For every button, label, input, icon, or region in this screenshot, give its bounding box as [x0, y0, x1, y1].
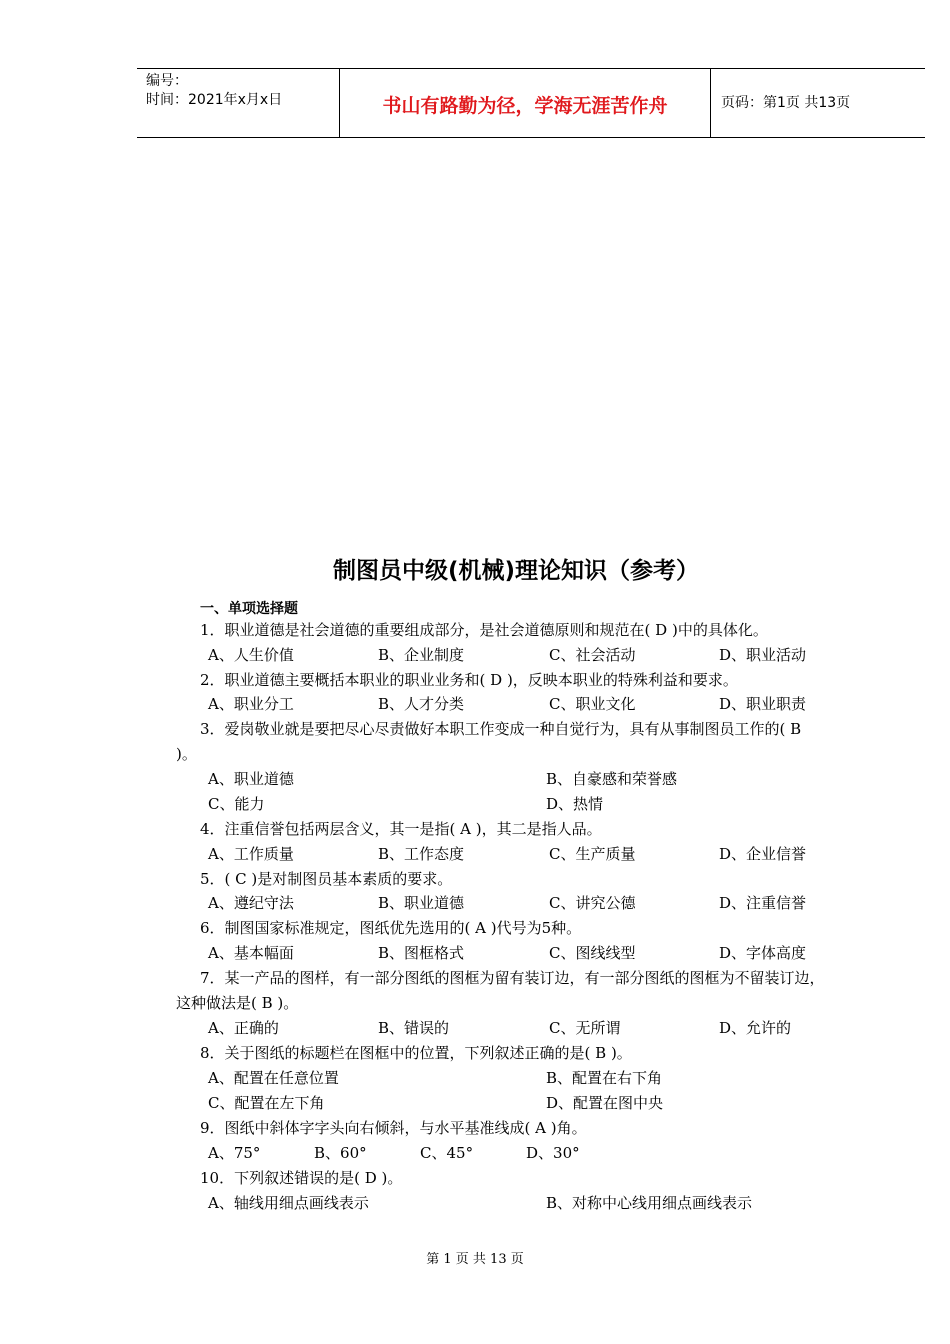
page-header [137, 68, 925, 138]
document-title: 制图员中级(机械)理论知识（参考） [333, 558, 700, 584]
question-3-option-d: D、热情 [546, 795, 604, 813]
question-9-option-a: A、75° [208, 1144, 261, 1162]
section-heading: 一、单项选择题 [200, 601, 298, 617]
header-page-info: 页码：第1页 共13页 [721, 95, 851, 111]
question-7: 7．某一产品的图样，有一部分图纸的图框为留有装订边，有一部分图纸的图框为不留装订边， [200, 969, 825, 987]
question-8-option-b: B、配置在右下角 [546, 1069, 663, 1087]
question-1: 1．职业道德是社会道德的重要组成部分，是社会道德原则和规范在( D )中的具体化。 [200, 621, 768, 639]
question-7-option-a: A、正确的 [208, 1019, 279, 1037]
question-6-option-c: C、图线线型 [549, 944, 636, 962]
question-7-option-d: D、允许的 [719, 1019, 792, 1037]
question-10: 10．下列叙述错误的是( D )。 [200, 1169, 403, 1187]
question-9-option-b: B、60° [314, 1144, 367, 1162]
question-4-option-b: B、工作态度 [378, 845, 465, 863]
question-5-option-c: C、讲究公德 [549, 894, 636, 912]
header-motto: 书山有路勤为径，学海无涯苦作舟 [382, 95, 668, 117]
header-info-cell [137, 69, 339, 137]
question-8: 8．关于图纸的标题栏在图框中的位置，下列叙述正确的是( B )。 [200, 1044, 632, 1062]
question-4-option-a: A、工作质量 [208, 845, 294, 863]
header-motto-cell [339, 69, 711, 137]
question-3-option-c: C、能力 [208, 795, 265, 813]
page-footer: 第 1 页 共 13 页 [426, 1252, 524, 1267]
question-8-option-c: C、配置在左下角 [208, 1094, 325, 1112]
question-2: 2．职业道德主要概括本职业的职业业务和( D )，反映本职业的特殊利益和要求。 [200, 671, 738, 689]
question-10-option-a: A、轴线用细点画线表示 [208, 1194, 369, 1212]
question-7-continuation: 这种做法是( B )。 [176, 994, 299, 1012]
question-1-option-c: C、社会活动 [549, 646, 636, 664]
question-10-option-b: B、对称中心线用细点画线表示 [546, 1194, 753, 1212]
question-5-option-a: A、遵纪守法 [208, 894, 294, 912]
question-6-option-a: A、基本幅面 [208, 944, 294, 962]
question-4-option-d: D、企业信誉 [719, 845, 807, 863]
question-7-option-b: B、错误的 [378, 1019, 450, 1037]
document-number-label: 编号： [146, 73, 188, 89]
document-time-label: 时间：2021年x月x日 [146, 92, 283, 108]
question-3: 3．爱岗敬业就是要把尽心尽责做好本职工作变成一种自觉行为，具有从事制图员工作的( B [200, 720, 802, 738]
question-1-option-b: B、企业制度 [378, 646, 465, 664]
question-2-option-a: A、职业分工 [208, 695, 294, 713]
question-2-option-b: B、人才分类 [378, 695, 465, 713]
question-9-option-d: D、30° [526, 1144, 580, 1162]
question-9: 9．图纸中斜体字字头向右倾斜，与水平基准线成( A )角。 [200, 1119, 587, 1137]
question-5: 5．( C )是对制图员基本素质的要求。 [200, 870, 453, 888]
question-7-option-c: C、无所谓 [549, 1019, 621, 1037]
question-5-option-b: B、职业道德 [378, 894, 465, 912]
question-8-option-a: A、配置在任意位置 [208, 1069, 339, 1087]
question-2-option-d: D、职业职责 [719, 695, 807, 713]
question-5-option-d: D、注重信誉 [719, 894, 807, 912]
question-1-option-d: D、职业活动 [719, 646, 807, 664]
question-2-option-c: C、职业文化 [549, 695, 636, 713]
question-1-option-a: A、人生价值 [208, 646, 294, 664]
question-6-option-b: B、图框格式 [378, 944, 465, 962]
question-3-option-b: B、自豪感和荣誉感 [546, 770, 678, 788]
question-4: 4．注重信誉包括两层含义，其一是指( A )，其二是指人品。 [200, 820, 602, 838]
question-4-option-c: C、生产质量 [549, 845, 636, 863]
question-6-option-d: D、字体高度 [719, 944, 807, 962]
question-9-option-c: C、45° [420, 1144, 474, 1162]
question-3-option-a: A、职业道德 [208, 770, 294, 788]
question-3-continuation: )。 [176, 745, 197, 763]
question-8-option-d: D、配置在图中央 [546, 1094, 664, 1112]
question-6: 6．制图国家标准规定，图纸优先选用的( A )代号为5种。 [200, 919, 582, 937]
